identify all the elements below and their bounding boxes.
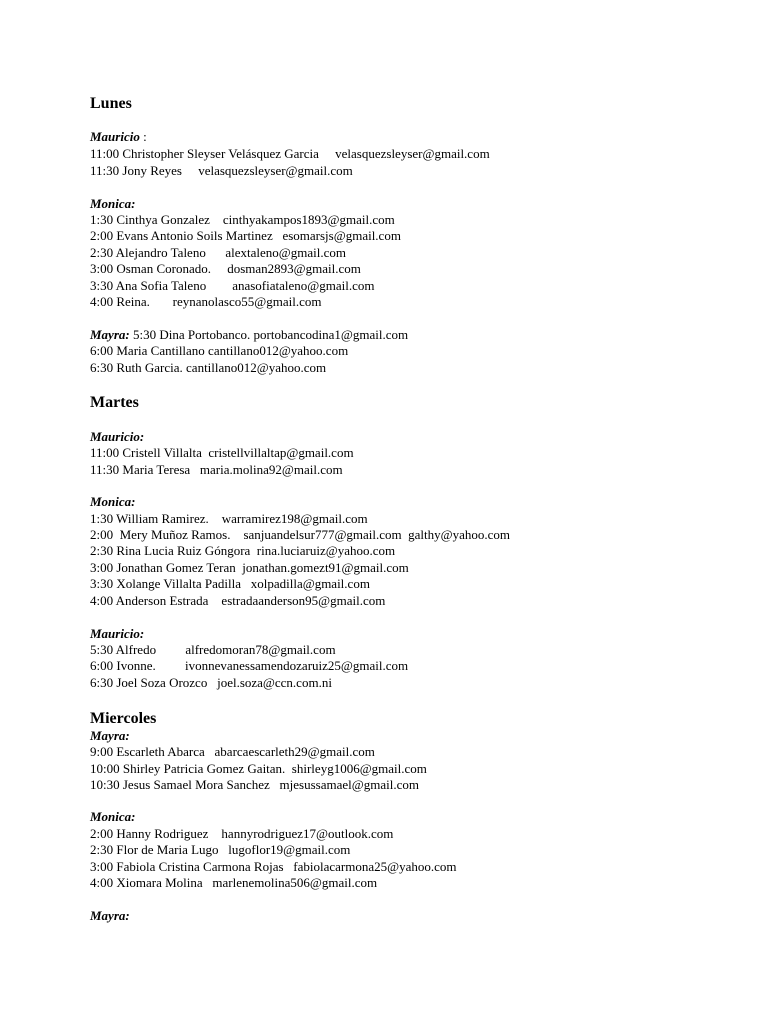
tutor-name: Monica: <box>90 809 136 824</box>
schedule-line: 9:00 Escarleth Abarca abarcaescarleth29@gmail.com <box>90 744 375 759</box>
schedule-line: 4:00 Anderson Estrada estradaanderson95@gmail.com <box>90 593 386 608</box>
day-title-lunes: Lunes <box>90 95 132 112</box>
schedule-line: 1:30 William Ramirez. warramirez198@gmail.com <box>90 511 368 526</box>
schedule-line: 10:30 Jesus Samael Mora Sanchez mjesussamael@gmail.com <box>90 777 419 792</box>
schedule-line: 2:30 Alejandro Taleno alextaleno@gmail.com <box>90 245 346 260</box>
tutor-name: Mayra: <box>90 327 130 342</box>
tutor-heading <box>90 196 136 213</box>
day-title-martes: Martes <box>90 394 139 411</box>
schedule-line: 3:00 Jonathan Gomez Teran jonathan.gomezt91@gmail.com <box>90 560 409 575</box>
tutor-heading <box>90 809 136 826</box>
tutor-heading <box>90 728 130 745</box>
day-title-miercoles: Miercoles <box>90 710 157 727</box>
tutor-heading <box>90 327 408 344</box>
schedule-line: 3:30 Ana Sofia Taleno anasofiataleno@gmail.com <box>90 278 375 293</box>
schedule-line: 6:00 Maria Cantillano cantillano012@yahoo.com <box>90 343 349 358</box>
schedule-line: 2:30 Flor de Maria Lugo lugoflor19@gmail.com <box>90 842 351 857</box>
tutor-heading <box>90 908 130 925</box>
tutor-name: Mayra: <box>90 908 130 923</box>
schedule-line: 6:30 Joel Soza Orozco joel.soza@ccn.com.ni <box>90 675 332 690</box>
schedule-line: 4:00 Xiomara Molina marlenemolina506@gmail.com <box>90 875 378 890</box>
tutor-heading <box>90 429 144 446</box>
schedule-line: 1:30 Cinthya Gonzalez cinthyakampos1893@gmail.com <box>90 212 395 227</box>
tutor-heading <box>90 129 147 146</box>
schedule-line: 3:30 Xolange Villalta Padilla xolpadilla@gmail.com <box>90 576 370 591</box>
schedule-line: 4:00 Reina. reynanolasco55@gmail.com <box>90 294 322 309</box>
tutor-heading <box>90 626 144 643</box>
schedule-line: 3:00 Osman Coronado. dosman2893@gmail.com <box>90 261 361 276</box>
schedule-line: 2:00 Mery Muñoz Ramos. sanjuandelsur777@gmail.com galthy@yahoo.com <box>90 527 511 542</box>
schedule-line: 5:30 Alfredo alfredomoran78@gmail.com <box>90 642 336 657</box>
tutor-name: Mayra: <box>90 728 130 743</box>
schedule-line: 6:30 Ruth Garcia. cantillano012@yahoo.com <box>90 360 327 375</box>
tutor-suffix: : <box>139 129 147 144</box>
schedule-line: 2:30 Rina Lucia Ruiz Góngora rina.luciaruiz@yahoo.com <box>90 543 396 558</box>
tutor-heading <box>90 494 136 511</box>
tutor-name: Mauricio <box>90 129 140 144</box>
tutor-name: Mauricio: <box>90 429 145 444</box>
schedule-line: 11:30 Jony Reyes velasquezsleyser@gmail.com <box>90 163 353 178</box>
tutor-suffix: 5:30 Dina Portobanco. portobancodina1@gmail.com <box>129 327 409 342</box>
tutor-name: Monica: <box>90 494 136 509</box>
schedule-line: 6:00 Ivonne. ivonnevanessamendozaruiz25@gmail.com <box>90 658 409 673</box>
schedule-line: 10:00 Shirley Patricia Gomez Gaitan. shirleyg1006@gmail.com <box>90 761 427 776</box>
schedule-line: 3:00 Fabiola Cristina Carmona Rojas fabiolacarmona25@yahoo.com <box>90 859 457 874</box>
schedule-line: 11:00 Christopher Sleyser Velásquez Garcia velasquezsleyser@gmail.com <box>90 146 490 161</box>
schedule-line: 2:00 Hanny Rodriguez hannyrodriguez17@outlook.com <box>90 826 394 841</box>
schedule-line: 11:00 Cristell Villalta cristellvillaltap@gmail.com <box>90 445 354 460</box>
schedule-line: 2:00 Evans Antonio Soils Martinez esomarsjs@gmail.com <box>90 228 401 243</box>
tutor-name: Mauricio: <box>90 626 145 641</box>
tutor-name: Monica: <box>90 196 136 211</box>
schedule-line: 11:30 Maria Teresa maria.molina92@mail.com <box>90 462 343 477</box>
